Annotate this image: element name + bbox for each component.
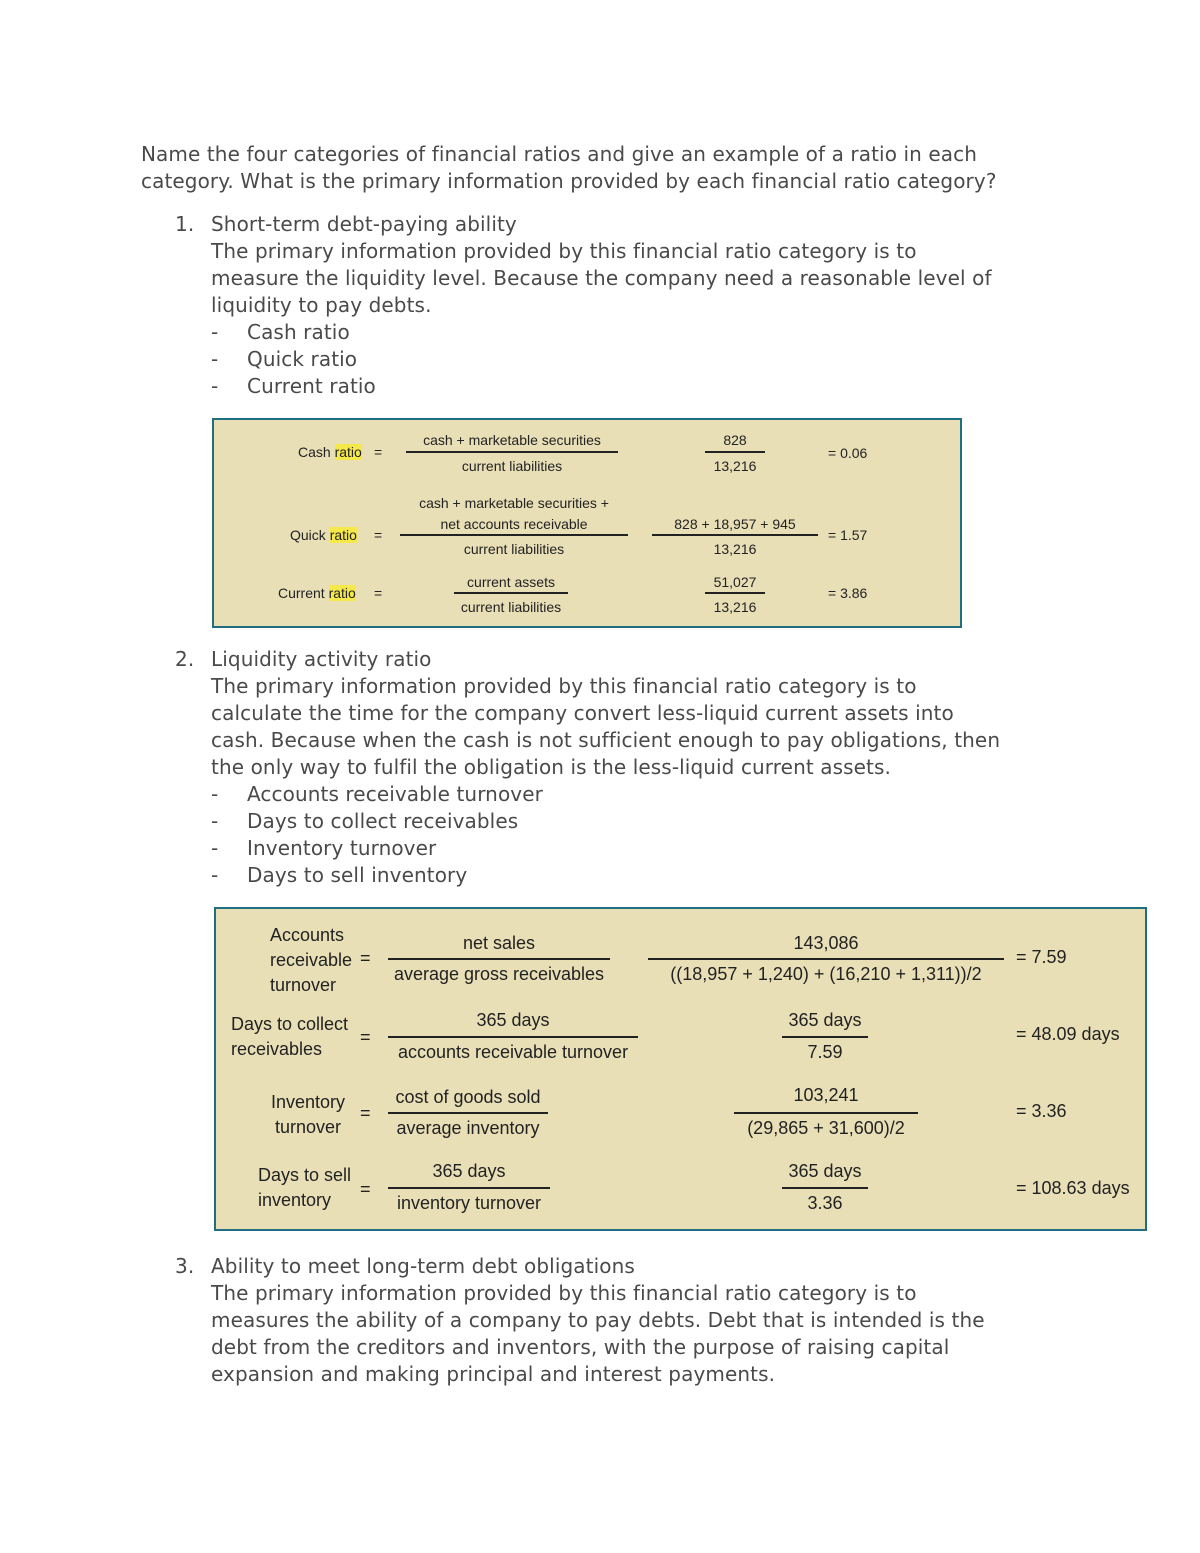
formula-denominator: average gross receivables — [393, 964, 605, 984]
bullet-label: Cash ratio — [247, 320, 350, 344]
row-label-quick-ratio — [290, 527, 357, 543]
bullet-item — [211, 808, 1111, 835]
label-line: turnover — [274, 1117, 342, 1137]
bullet-dash: - — [211, 374, 219, 398]
bullet-item — [211, 373, 1111, 400]
calc-denominator: (29,865 + 31,600)/2 — [747, 1118, 905, 1138]
calc-numerator: 365 days — [788, 1161, 862, 1181]
fraction-line — [388, 1187, 550, 1189]
formula-numerator: 365 days — [432, 1161, 506, 1181]
bullet-dash: - — [211, 347, 219, 371]
question-text — [141, 141, 1101, 195]
list-item-long-term-debt — [211, 1253, 1111, 1388]
label-line: Inventory — [270, 1092, 346, 1112]
label-line: receivable — [270, 950, 353, 970]
calc-denominator: 13,216 — [713, 599, 757, 615]
fraction-line — [648, 958, 1004, 960]
calc-denominator: 13,216 — [713, 458, 757, 474]
item-title: Short-term debt-paying ability — [211, 212, 517, 236]
list-number: 3. — [175, 1254, 195, 1278]
question-line: category. What is the primary information provided by each financial ratio category? — [141, 169, 997, 193]
ratio-result: = 108.63 days — [1016, 1178, 1130, 1198]
calc-numerator: 51,027 — [713, 574, 757, 590]
row-label-cash-ratio — [298, 444, 362, 460]
formula-numerator: current assets — [467, 574, 555, 590]
bullet-label: Days to collect receivables — [247, 809, 519, 833]
label-line: receivables — [231, 1039, 323, 1059]
fraction-line — [454, 592, 568, 594]
calc-denominator: ((18,957 + 1,240) + (16,210 + 1,311))/2 — [670, 964, 982, 984]
fraction-line — [782, 1036, 868, 1038]
formula-numerator: cash + marketable securities — [423, 432, 601, 448]
formula-denominator: accounts receivable turnover — [397, 1042, 629, 1062]
calc-denominator: 7.59 — [807, 1042, 843, 1062]
highlighted-word: ratio — [328, 585, 356, 601]
bullet-dash: - — [211, 863, 219, 887]
fraction-line — [400, 534, 628, 536]
highlighted-word: ratio — [329, 527, 357, 543]
ratio-result: = 1.57 — [828, 527, 868, 543]
list-number: 2. — [175, 647, 195, 671]
list-item-liquidity-activity — [211, 646, 1111, 889]
bullet-label: Quick ratio — [247, 347, 358, 371]
bullet-label: Current ratio — [247, 374, 376, 398]
calc-numerator: 365 days — [788, 1010, 862, 1030]
bullet-item — [211, 319, 1111, 346]
item-description — [211, 673, 1111, 781]
fraction-line — [782, 1187, 868, 1189]
calc-numerator: 828 — [723, 432, 747, 448]
formula-denominator: average inventory — [396, 1118, 540, 1138]
fraction-line — [705, 592, 765, 594]
row-label-days-to-sell — [258, 1163, 351, 1213]
item-description — [211, 238, 1111, 319]
calc-denominator: 13,216 — [713, 541, 757, 557]
description-line: The primary information provided by this financial ratio category is to — [211, 1281, 917, 1305]
calc-numerator: 143,086 — [793, 933, 859, 953]
formula-denominator: current liabilities — [463, 541, 565, 557]
highlighted-word: ratio — [334, 444, 362, 460]
fraction-line — [705, 451, 765, 453]
label-line: Days to collect — [231, 1014, 349, 1034]
label-line: Days to sell — [258, 1165, 352, 1185]
formula-numerator: cash + marketable securities + — [419, 495, 609, 511]
fraction-line — [388, 1112, 548, 1114]
label-line: inventory — [258, 1190, 332, 1210]
calc-denominator: 3.36 — [807, 1193, 843, 1213]
equals-sign: = — [374, 585, 383, 601]
bullet-item — [211, 862, 1111, 889]
description-line: calculate the time for the company convert less-liquid current assets into — [211, 701, 954, 725]
calc-numerator: 828 + 18,957 + 945 — [674, 516, 796, 532]
list-number: 1. — [175, 212, 195, 236]
description-line: The primary information provided by this financial ratio category is to — [211, 239, 917, 263]
description-line: debt from the creditors and inventors, with the purpose of raising capital — [211, 1335, 950, 1359]
fraction-line — [406, 451, 618, 453]
equals-sign: = — [360, 948, 371, 968]
row-label-days-to-collect — [231, 1012, 348, 1062]
label-text: Quick — [290, 527, 330, 543]
equals-sign: = — [360, 1179, 371, 1199]
equals-sign: = — [360, 1027, 371, 1047]
description-line: The primary information provided by this financial ratio category is to — [211, 674, 917, 698]
fraction-line — [388, 1036, 638, 1038]
row-label-ar-turnover — [270, 923, 352, 998]
question-line: Name the four categories of financial ratios and give an example of a ratio in each — [141, 142, 978, 166]
bullet-dash: - — [211, 782, 219, 806]
bullet-item — [211, 835, 1111, 862]
equals-sign: = — [360, 1103, 371, 1123]
description-line: the only way to fulfil the obligation is the less-liquid current assets. — [211, 755, 891, 779]
formula-numerator: net accounts receivable — [440, 516, 588, 532]
ratio-result: = 0.06 — [828, 445, 868, 461]
description-line: liquidity to pay debts. — [211, 293, 432, 317]
label-line: Accounts — [270, 925, 345, 945]
row-label-inventory-turnover — [260, 1090, 356, 1140]
row-label-current-ratio — [278, 585, 356, 601]
description-line: cash. Because when the cash is not sufficient enough to pay obligations, then — [211, 728, 1001, 752]
formula-numerator: net sales — [462, 933, 536, 953]
bullet-item — [211, 346, 1111, 373]
bullet-item — [211, 781, 1111, 808]
list-item-short-term-debt — [211, 211, 1111, 400]
item-title: Liquidity activity ratio — [211, 647, 432, 671]
bullet-label: Inventory turnover — [247, 836, 437, 860]
formula-denominator: current liabilities — [461, 458, 563, 474]
item-description — [211, 1280, 1111, 1388]
label-text: Current — [278, 585, 329, 601]
fraction-line — [652, 534, 818, 536]
formula-denominator: inventory turnover — [396, 1193, 542, 1213]
description-line: measure the liquidity level. Because the company need a reasonable level of — [211, 266, 992, 290]
ratio-result: = 3.36 — [1016, 1101, 1067, 1121]
ratio-result: = 48.09 days — [1016, 1024, 1120, 1044]
calc-numerator: 103,241 — [793, 1085, 859, 1105]
activity-ratio-table — [214, 907, 1147, 1231]
formula-numerator: 365 days — [476, 1010, 550, 1030]
formula-numerator: cost of goods sold — [395, 1087, 541, 1107]
description-line: measures the ability of a company to pay debts. Debt that is intended is the — [211, 1308, 985, 1332]
bullet-label: Accounts receivable turnover — [247, 782, 543, 806]
item-title: Ability to meet long-term debt obligations — [211, 1254, 635, 1278]
ratio-result: = 3.86 — [828, 585, 868, 601]
ratio-bullet-list — [211, 319, 1111, 400]
bullet-label: Days to sell inventory — [247, 863, 468, 887]
equals-sign: = — [374, 444, 383, 460]
label-text: Cash — [298, 444, 335, 460]
bullet-dash: - — [211, 836, 219, 860]
description-line: expansion and making principal and interest payments. — [211, 1362, 776, 1386]
ratio-bullet-list — [211, 781, 1111, 889]
bullet-dash: - — [211, 809, 219, 833]
liquidity-ratio-table — [212, 418, 962, 628]
label-line: turnover — [270, 975, 337, 995]
equals-sign: = — [374, 527, 383, 543]
fraction-line — [388, 958, 610, 960]
bullet-dash: - — [211, 320, 219, 344]
fraction-line — [734, 1112, 918, 1114]
ratio-result: = 7.59 — [1016, 947, 1067, 967]
formula-denominator: current liabilities — [460, 599, 562, 615]
